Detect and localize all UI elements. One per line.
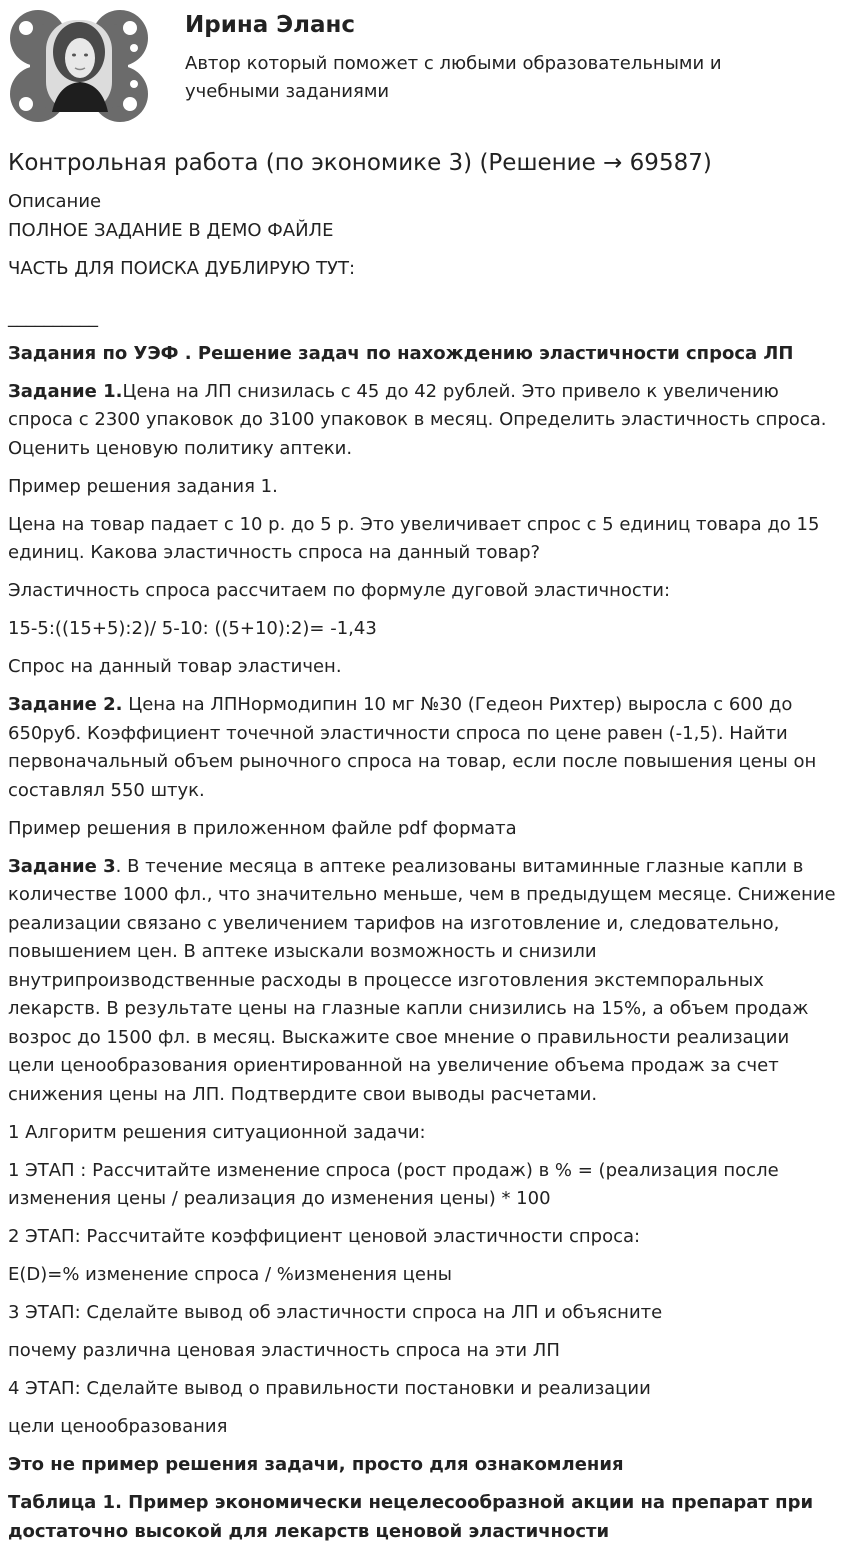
task-3-text: . В течение месяца в аптеке реализованы витаминные глазные капли в количестве 1000 фл., что значительно меньше, чем в предыдущем месяце. Снижение реализации связано с увеличением тарифов на изготовление и, следовательно, повышением цен. В аптеке изыскали возможность и снизили внутрипроизводственные расходы в процессе изготовления экстемпоральных лекарств. В результате цены на глазные капли снизились на 15%, а объем продаж возрос до 1500 фл. в месяц. Выскажите свое мнение о правильности реализации цели ценообразования ориентированной на увеличение объема продаж за счет снижения цены на ЛП. Подтвердите свои выводы расчетами. <box>8 855 836 1105</box>
section-heading: Задания по УЭФ . Решение задач по нахождению эластичности спроса ЛП <box>8 342 794 364</box>
main-content <box>8 146 840 1556</box>
task-2 <box>8 691 840 805</box>
table-caption: Таблица 1. Пример экономически нецелесообразной акции на препарат при достаточно высокой для лекарств ценовой эластичности <box>8 1492 814 1542</box>
algorithm-title: 1 Алгоритм решения ситуационной задачи: <box>8 1121 426 1143</box>
step-item: 2 ЭТАП: Рассчитайте коэффициент ценовой эластичности спроса: <box>8 1226 641 1247</box>
example-1-formula-intro: Эластичность спроса рассчитаем по формуле дуговой эластичности: <box>8 580 671 601</box>
author-name[interactable]: Ирина Эланс <box>185 12 356 38</box>
example-2: Пример решения в приложенном файле pdf формата <box>8 817 517 839</box>
example-1-conclusion: Спрос на данный товар эластичен. <box>8 656 342 677</box>
example-1-text: Цена на товар падает с 10 р. до 5 р. Это увеличивает спрос с 5 единиц товара до 15 единиц. Какова эластичность спроса на данный товар? <box>8 513 820 563</box>
step-item: почему различна ценовая эластичность спроса на эти ЛП <box>8 1340 560 1361</box>
task-1 <box>8 378 840 464</box>
note: Это не пример решения задачи, просто для ознакомления <box>8 1454 624 1475</box>
author-description: Автор который поможет с любыми образовательными и учебными заданиями <box>185 53 722 102</box>
film-reel-portrait-icon <box>8 6 150 126</box>
page-title: Контрольная работа (по экономике 3) (Решение → 69587) <box>8 150 712 176</box>
step-item: E(D)=% изменение спроса / %изменения цены <box>8 1264 452 1285</box>
example-1-title: Пример решения задания 1. <box>8 475 278 497</box>
task-1-text: Цена на ЛП снизилась с 45 до 42 рублей. Это привело к увеличению спроса с 2300 упаковок до 3100 упаковок в месяц. Определить эластичность спроса. Оценить ценовую политику аптеки. <box>8 380 827 459</box>
task-3 <box>8 853 840 1110</box>
task-3-label: Задание 3 <box>8 855 116 877</box>
separator-line: __________ <box>8 307 98 328</box>
intro-line-1: ПОЛНОЕ ЗАДАНИЕ В ДЕМО ФАЙЛЕ <box>8 219 334 241</box>
step-item: цели ценообразования <box>8 1416 228 1437</box>
task-2-label: Задание 2. <box>8 694 123 715</box>
example-1-formula: 15-5:((15+5):2)/ 5-10: ((5+10):2)= -1,43 <box>8 618 377 639</box>
description-label: Описание <box>8 191 102 212</box>
task-2-text: Цена на ЛПНормодипин 10 мг №30 (Гедеон Рихтер) выросла с 600 до 650руб. Коэффициент точечной эластичности спроса по цене равен (-1,5). Найти первоначальный объем рыночного спроса на товар, если после повышения цены он составлял 550 штук. <box>8 694 817 801</box>
author-header <box>0 0 847 140</box>
step-item: 3 ЭТАП: Сделайте вывод об эластичности спроса на ЛП и объясните <box>8 1302 663 1323</box>
step-item: 1 ЭТАП : Рассчитайте изменение спроса (рост продаж) в % = (реализация после изменения цены / реализация до изменения цены) * 100 <box>8 1159 779 1209</box>
intro-line-2: ЧАСТЬ ДЛЯ ПОИСКА ДУБЛИРУЮ ТУТ: <box>8 257 356 279</box>
step-item: 4 ЭТАП: Сделайте вывод о правильности постановки и реализации <box>8 1378 651 1399</box>
task-1-label: Задание 1. <box>8 380 123 402</box>
